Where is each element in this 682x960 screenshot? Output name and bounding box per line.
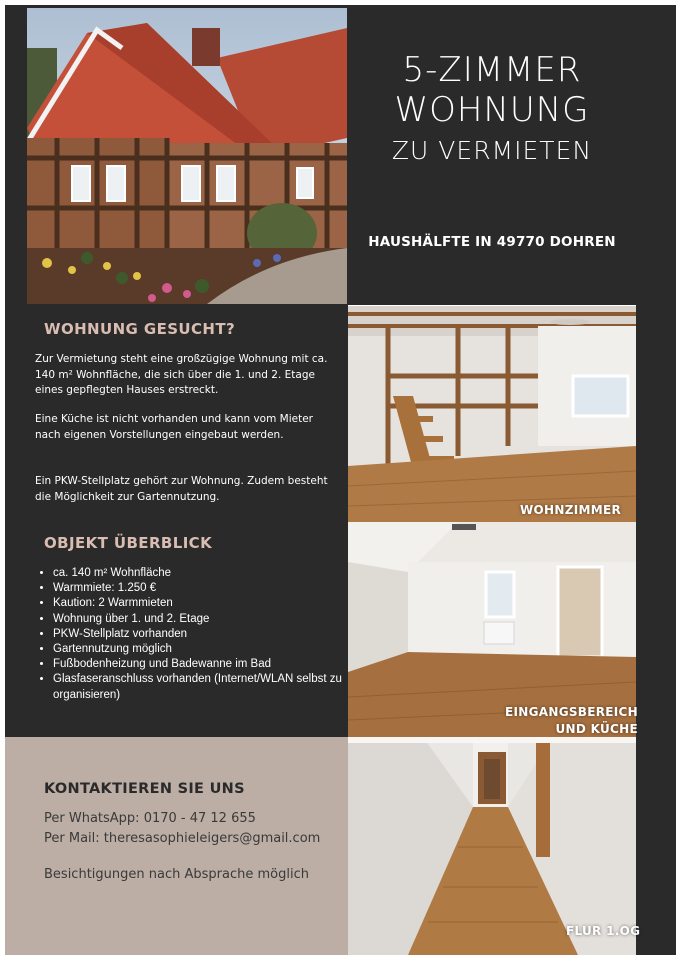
label-living-room: WOHNZIMMER [520, 503, 622, 517]
list-item: • Glasfaseranschluss vorhanden (Internet/WLAN selbst zu organisieren) [53, 672, 353, 702]
paragraph-3: Ein PKW-Stellplatz gehört zur Wohnung. Zudem besteht die Möglichkeit zur Gartennutzung. [35, 475, 328, 503]
contact-panel [5, 737, 348, 955]
headline-line-3: ZU VERMIETEN [391, 136, 593, 165]
list-item: • Kaution: 2 Warmmieten [53, 596, 353, 611]
contact-whatsapp: Per WhatsApp: 0170 - 47 12 655 [44, 811, 256, 826]
contact-title: KONTAKTIEREN SIE UNS [44, 781, 245, 797]
label-entrance: EINGANGSBEREICH UND KÜCHE [505, 705, 638, 736]
headline-line-2: WOHNUNG [394, 90, 590, 130]
right-dark-strip [636, 5, 676, 955]
section-title-ueberblick: OBJEKT ÜBERBLICK [44, 534, 213, 552]
hallway-photo [348, 737, 636, 955]
list-item: • Warmmiete: 1.250 € [53, 581, 353, 596]
contact-note: Besichtigungen nach Absprache möglich [44, 867, 309, 882]
list-item: • Wohnung über 1. und 2. Etage [53, 612, 353, 627]
list-item: • PKW-Stellplatz vorhanden [53, 627, 353, 642]
list-item: • Gartennutzung möglich [53, 642, 353, 657]
house-photo [27, 8, 347, 304]
list-item: • ca. 140 m² Wohnfläche [53, 566, 353, 581]
list-item: • Fußbodenheizung und Badewanne im Bad [53, 657, 353, 672]
paragraph-2: Eine Küche ist nicht vorhanden und kann vom Mieter nach eigenen Vorstellungen eingebaut werden. [35, 413, 313, 441]
headline [348, 50, 636, 168]
section-title-wohnung: WOHNUNG GESUCHT? [44, 320, 236, 338]
living-room-photo [348, 306, 636, 522]
contact-mail: Per Mail: theresasophieleigers@gmail.com [44, 831, 321, 846]
headline-line-1: 5-ZIMMER [402, 50, 582, 90]
overview-list [35, 566, 353, 703]
subtitle: HAUSHÄLFTE IN 49770 DOHREN [368, 234, 616, 250]
paragraph-1: Zur Vermietung steht eine großzügige Wohnung mit ca. 140 m² Wohnfläche, die sich über die 1. und 2. Etage eines gepflegten Hauses erstreckt. [35, 353, 328, 396]
label-hallway: FLUR 1.OG [566, 924, 641, 938]
